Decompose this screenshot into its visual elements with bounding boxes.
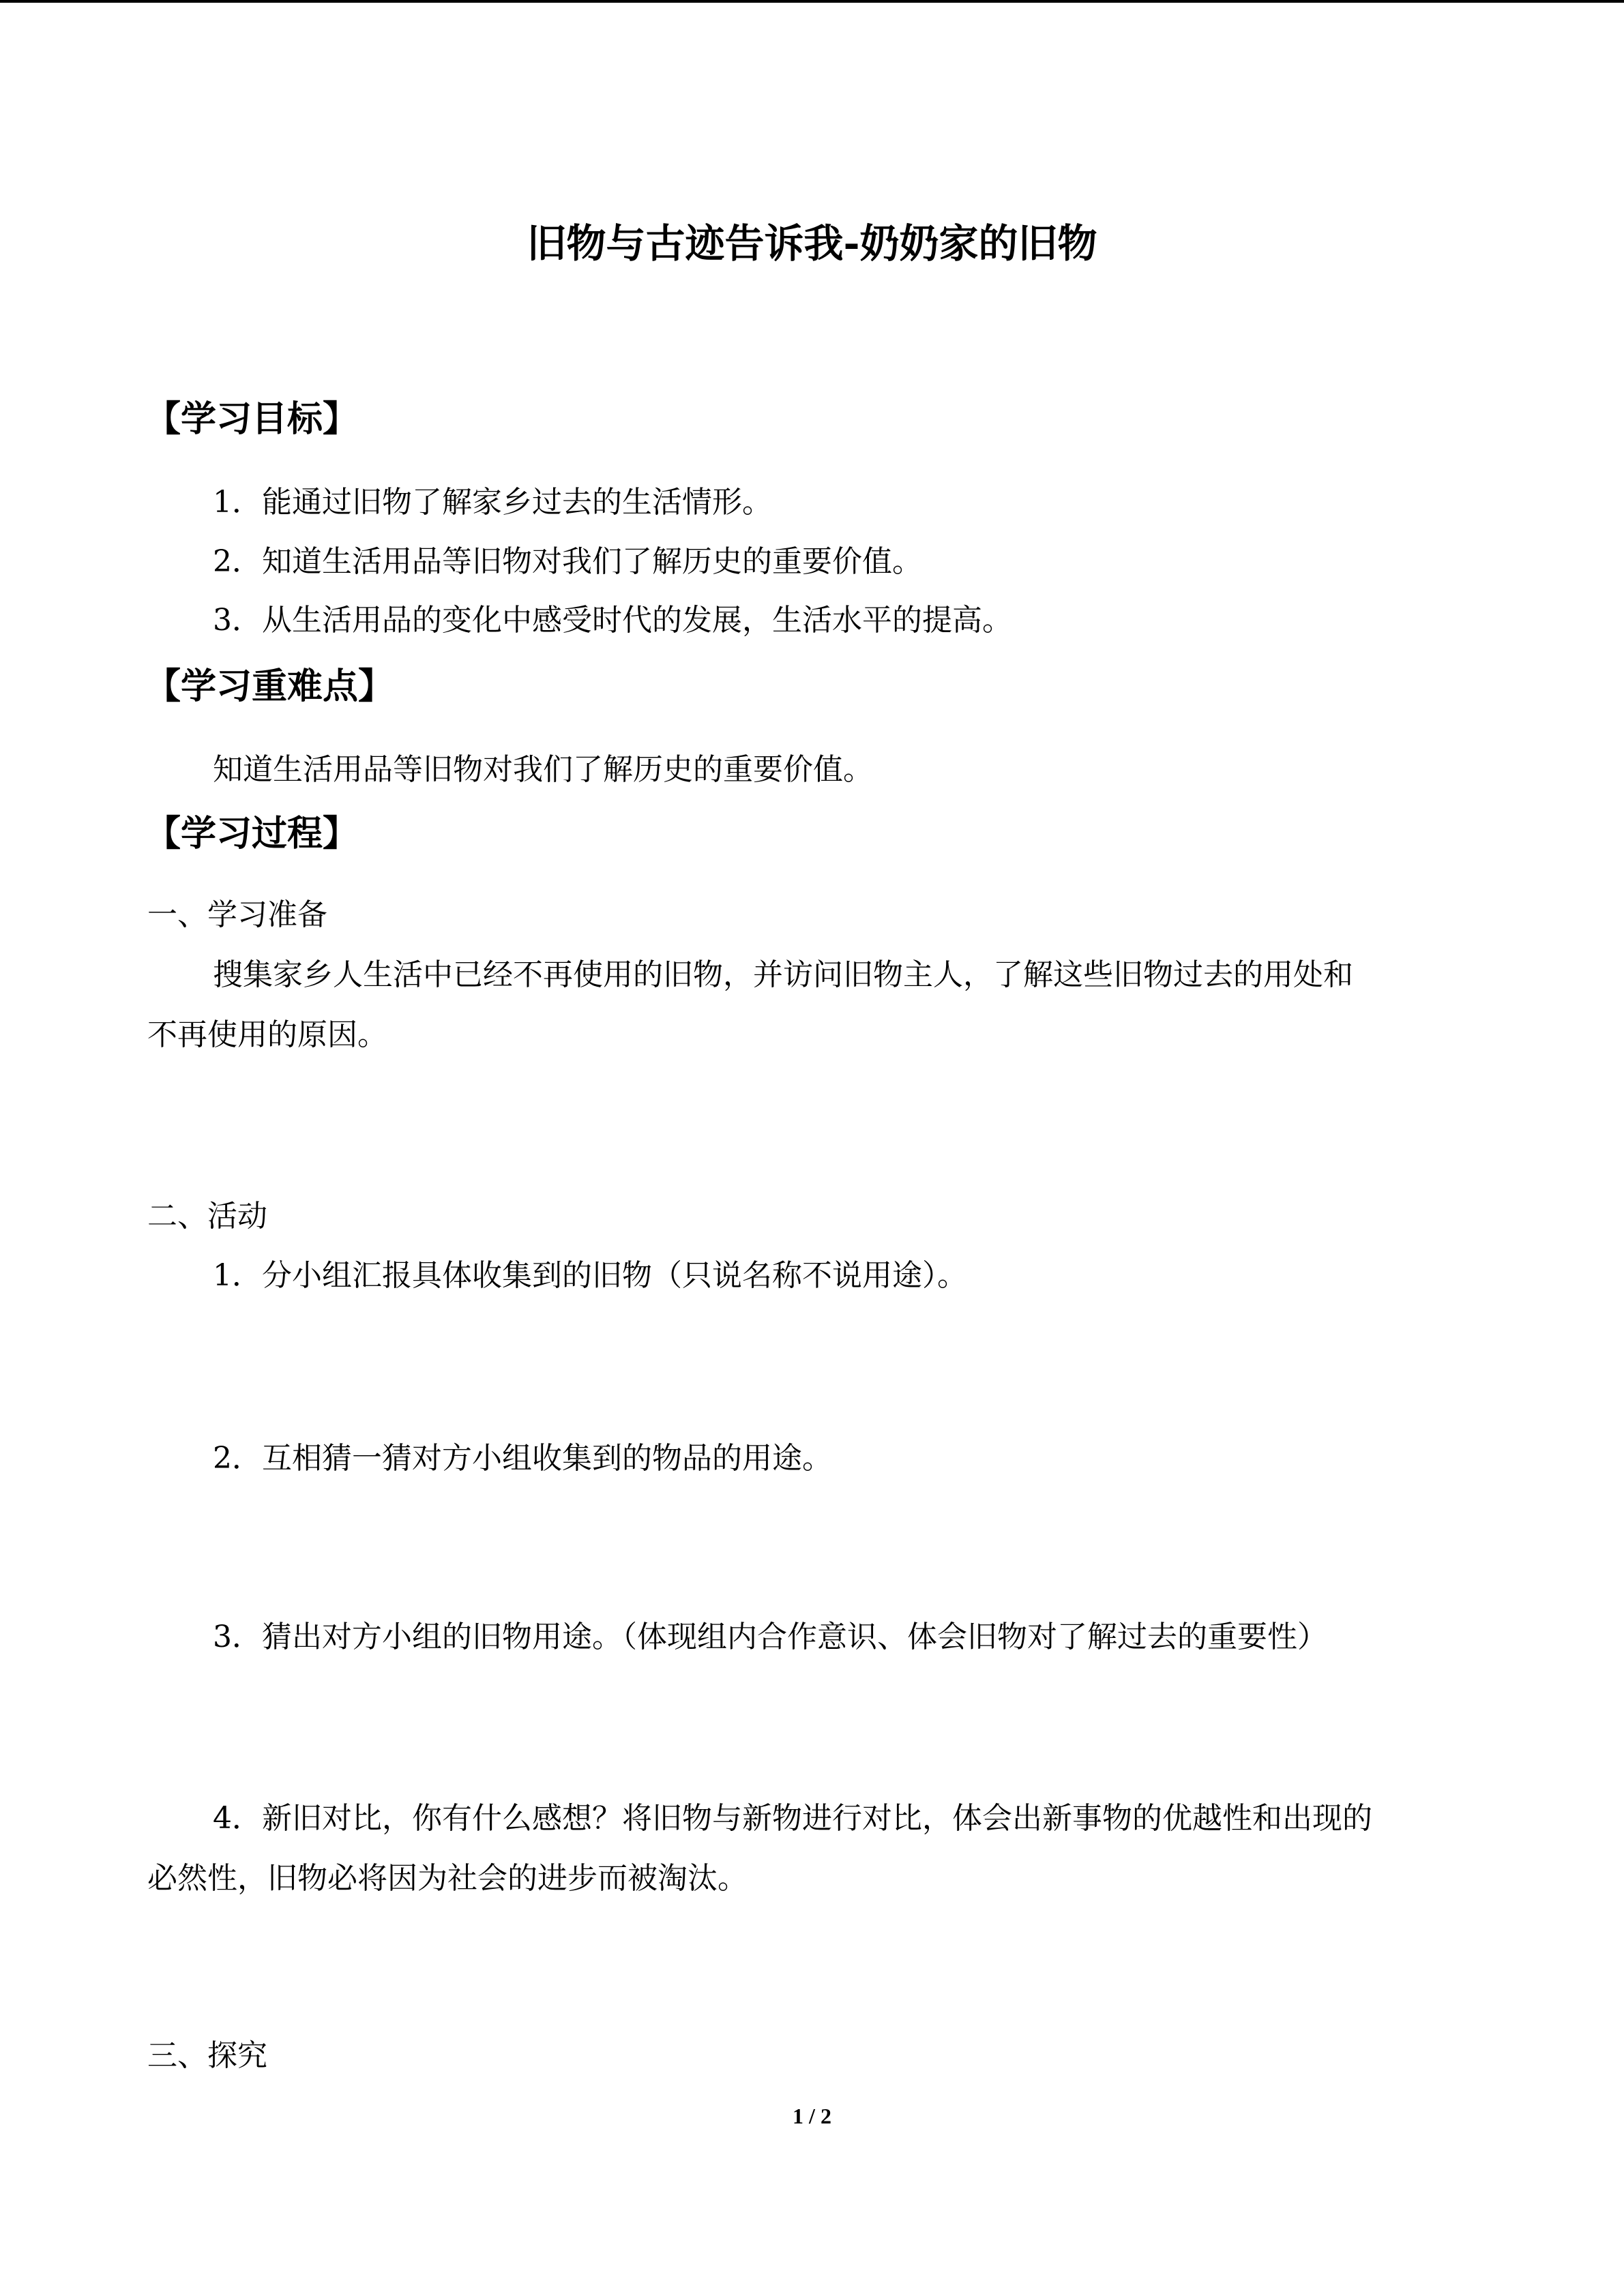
prep-text: 搜集家乡人生活中已经不再使用的旧物，并访问旧物主人，了解这些旧物过去的用处和: [213, 957, 1353, 992]
activity-item: 3．猜出对方小组的旧物用途。（体现组内合作意识、体会旧物对了解过去的重要性）: [213, 1620, 1327, 1654]
activity-item: 1．分小组汇报具体收集到的旧物（只说名称不说用途）。: [213, 1258, 967, 1293]
page-number: 1 / 2: [793, 2104, 831, 2128]
prep-heading: 一、学习准备: [147, 897, 327, 932]
activity-heading: 二、活动: [147, 1199, 267, 1234]
objectives-heading: 【学习目标】: [145, 399, 359, 440]
activity-item: 2．互相猜一猜对方小组收集到的物品的用途。: [213, 1441, 832, 1476]
objective-item: 2．知道生活用品等旧物对我们了解历史的重要价值。: [213, 544, 922, 579]
explore-heading: 三、探究: [147, 2038, 267, 2073]
activity-item: 4．新旧对比，你有什么感想？将旧物与新物进行对比，体会出新事物的优越性和出现的: [213, 1801, 1372, 1836]
prep-text-continued: 不再使用的原因。: [147, 1017, 387, 1052]
top-border: [0, 0, 1624, 3]
objective-item: 1．能通过旧物了解家乡过去的生活情形。: [213, 485, 772, 520]
page-title: 旧物与古迹告诉我-奶奶家的旧物: [527, 220, 1097, 267]
process-heading: 【学习过程】: [145, 814, 359, 854]
key-points-text: 知道生活用品等旧物对我们了解历史的重要价值。: [213, 752, 873, 787]
activity-item-continued: 必然性，旧物必将因为社会的进步而被淘汰。: [147, 1861, 748, 1896]
key-points-heading: 【学习重难点】: [145, 666, 394, 707]
objective-item: 3．从生活用品的变化中感受时代的发展，生活水平的提高。: [213, 603, 1012, 638]
